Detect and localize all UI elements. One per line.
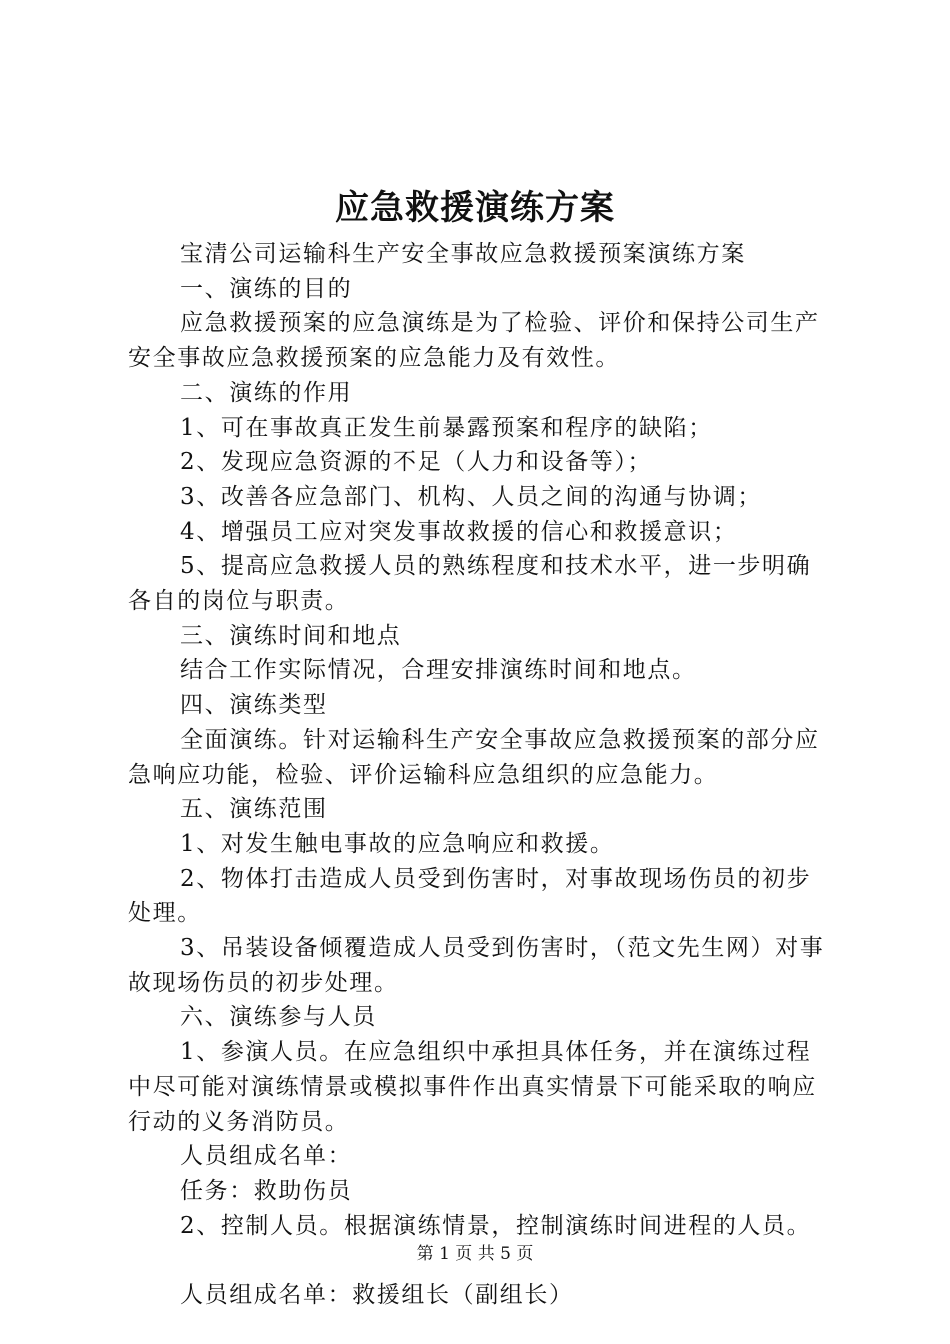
paragraph: 结合工作实际情况，合理安排演练时间和地点。 bbox=[180, 657, 697, 684]
paragraph: 1、对发生触电事故的应急响应和救援。 bbox=[180, 830, 615, 857]
paragraph: 5、提高应急救援人员的熟练程度和技术水平，进一步明确各自的岗位与职责。 bbox=[128, 553, 812, 615]
page-footer: 第 1 页 共 5 页 bbox=[416, 1244, 534, 1264]
paragraph: 六、演练参与人员 bbox=[180, 1004, 377, 1031]
paragraph: 2、物体打击造成人员受到伤害时，对事故现场伤员的初步处理。 bbox=[128, 865, 812, 927]
paragraph: 1、参演人员。在应急组织中承担具体任务，并在演练过程中尽可能对演练情景或模拟事件作出真实情景下可能采取的响应行动的义务消防员。 bbox=[128, 1039, 817, 1135]
paragraph: 五、演练范围 bbox=[180, 796, 328, 823]
paragraph: 一、演练的目的 bbox=[180, 275, 353, 302]
paragraph: 全面演练。针对运输科生产安全事故应急救援预案的部分应急响应功能，检验、评价运输科应急组织的应急能力。 bbox=[128, 726, 820, 788]
paragraph: 3、吊装设备倾覆造成人员受到伤害时，（范文先生网）对事故现场伤员的初步处理。 bbox=[128, 935, 825, 996]
paragraph: 4、增强员工应对突发事故救援的信心和救援意识； bbox=[180, 518, 738, 545]
paragraph: 二、演练的作用 bbox=[180, 379, 353, 406]
paragraph: 三、演练时间和地点 bbox=[180, 622, 402, 649]
paragraph: 四、演练类型 bbox=[180, 692, 328, 719]
paragraph: 宝清公司运输科生产安全事故应急救援预案演练方案 bbox=[180, 241, 746, 267]
paragraph: 任务：救助伤员 bbox=[180, 1177, 353, 1204]
document-body bbox=[128, 237, 834, 1313]
paragraph: 2、控制人员。根据演练情景，控制演练时间进程的人员。 bbox=[180, 1212, 812, 1239]
document-title: 应急救援演练方案 bbox=[335, 188, 615, 228]
paragraph: 3、改善各应急部门、机构、人员之间的沟通与协调； bbox=[180, 483, 763, 510]
paragraph: 1、可在事故真正发生前暴露预案和程序的缺陷； bbox=[180, 414, 713, 441]
paragraph: 人员组成名单：救援组长（副组长） bbox=[180, 1282, 574, 1309]
paragraph: 应急救援预案的应急演练是为了检验、评价和保持公司生产安全事故应急救援预案的应急能力及有效性。 bbox=[128, 310, 820, 372]
paragraph: 2、发现应急资源的不足（人力和设备等）； bbox=[180, 449, 653, 476]
paragraph: 人员组成名单： bbox=[180, 1143, 353, 1170]
